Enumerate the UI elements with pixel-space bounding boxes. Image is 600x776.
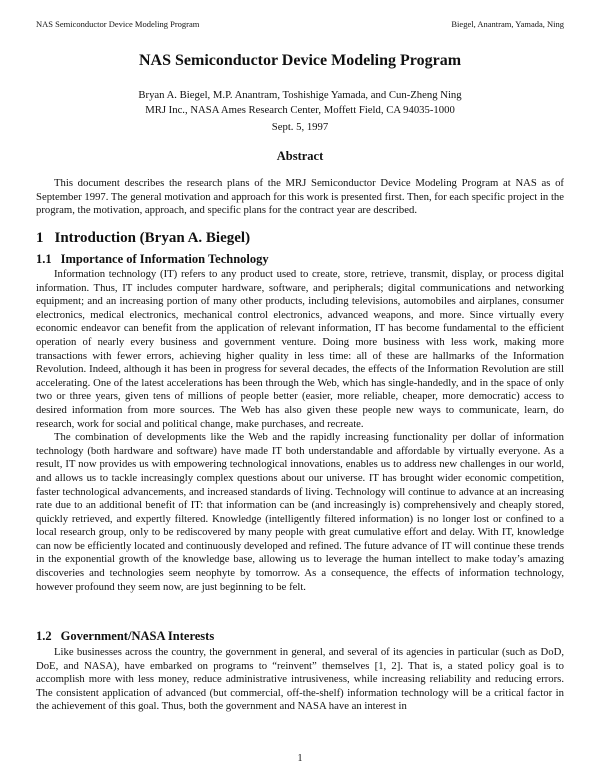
section-1-2-heading <box>36 630 214 643</box>
section-1-2-body <box>36 646 564 714</box>
section-1-1-body <box>36 268 564 594</box>
section-1-heading <box>36 231 250 246</box>
section-1-1-number: 1.1 <box>36 252 52 266</box>
abstract-body <box>36 177 564 218</box>
page-number: 1 <box>297 753 303 764</box>
abstract-paragraph: This document describes the research plans of the MRJ Semiconductor Device Modeling Program at NAS as of September 1997. The general motivation and approach for this work is presented first. Then, for each specific project in the program, the motivation, approach, and specific plans for the contract year are described. <box>36 177 564 217</box>
section-1-title: Introduction (Bryan A. Biegel) <box>54 230 251 246</box>
paper-title: NAS Semiconductor Device Modeling Program <box>138 52 462 69</box>
section-1-number: 1 <box>36 230 44 246</box>
author-list: Bryan A. Biegel, M.P. Anantram, Toshishige Yamada, and Cun-Zheng Ning <box>138 89 462 101</box>
section-1-2-title: Government/NASA Interests <box>60 629 215 643</box>
affiliation: MRJ Inc., NASA Ames Research Center, Moffett Field, CA 94035-1000 <box>145 104 455 116</box>
running-header-left: NAS Semiconductor Device Modeling Program <box>36 19 200 29</box>
abstract-heading: Abstract <box>276 149 324 163</box>
publication-date: Sept. 5, 1997 <box>271 121 329 133</box>
section-1-1-paragraph-2: The combination of developments like the Web and the rapidly increasing functionality per dollar of information technology (both hardware and software) have made IT both understandable and affordable by virtually everyone. As a result, IT now provides us with empowering technological innovations, enables us to address new challenges in our world, and allows us to tackle increasingly complex questions about our universe. IT has brought wider economic competition, faster technological advancements, and increased standards of living. Technology will continue to advance at an increasing rate due to an additional benefit of IT: that information can be (and increasingly is) comprehensively and cheaply stored, quickly retrieved, and expertly filtered. Knowledge (intelligently filtered information) is no longer lost or confined to a local research group, only to be rediscovered by many people with great cumulative effort and delay. With IT, knowledge can now be efficiently located and continuously developed and refined. The future advance of IT will continue these trends in the exponential growth of the knowledge base, allowing us to leverage the human intellect to make today’s amazing discoveries and technologies seem neophyte by tomorrow. As a consequence, the effects of information technology, however profound they seem now, are just beginning to be felt. <box>36 431 564 593</box>
section-1-2-number: 1.2 <box>36 629 52 643</box>
running-header-right: Biegel, Anantram, Yamada, Ning <box>451 19 564 29</box>
running-header <box>36 20 564 29</box>
section-1-2-paragraph-1: Like businesses across the country, the government in general, and several of its agencies in particular (such as DoD, DoE, and NASA), have embarked on programs to “reinvent” themselves [1, 2]. That is, a stated policy goal is to accomplish more with less money, reduce administrative intrusiveness, while increasing reliability and reducing errors. The consistent application of advanced (but commercial, off-the-shelf) information technology will be a critical factor in the achievement of this goal. Thus, both the government and NASA have an interest in <box>36 646 564 713</box>
section-1-1-title: Importance of Information Technology <box>60 252 269 266</box>
section-1-1-heading <box>36 253 269 266</box>
section-1-1-paragraph-1: Information technology (IT) refers to any product used to create, store, retrieve, transmit, display, or process digital information. Thus, IT includes computer hardware, software, and peripherals; digital communications and networking equipment; and an increasing portion of many other products, including televisions, automobiles and airplanes, consumer electronics, medical electronics, mechanical control electronics, advanced weapons, and more. Since virtually every economic endeavor can benefit from the application of relevant information, IT has become fundamental to the efficient operation of nearly every business and government venture. Doing more business with less work, making more transactions with fewer errors, achieving higher quality in less time: all of these are hallmarks of the Information Revolution. Indeed, although it has been in progress for several decades, the effects of the Information Revolution are still accelerating. One of the latest accelerations has been through the Web, which has single-handedly, and in the space of only two or three years, given tens of millions of people better (easier, more reliable, cheaper, more democratic) access to desired information from more sources. The Web has also given these people new ways to communicate, learn, do research, work for social and political change, make purchases, and recreate. <box>36 268 564 430</box>
